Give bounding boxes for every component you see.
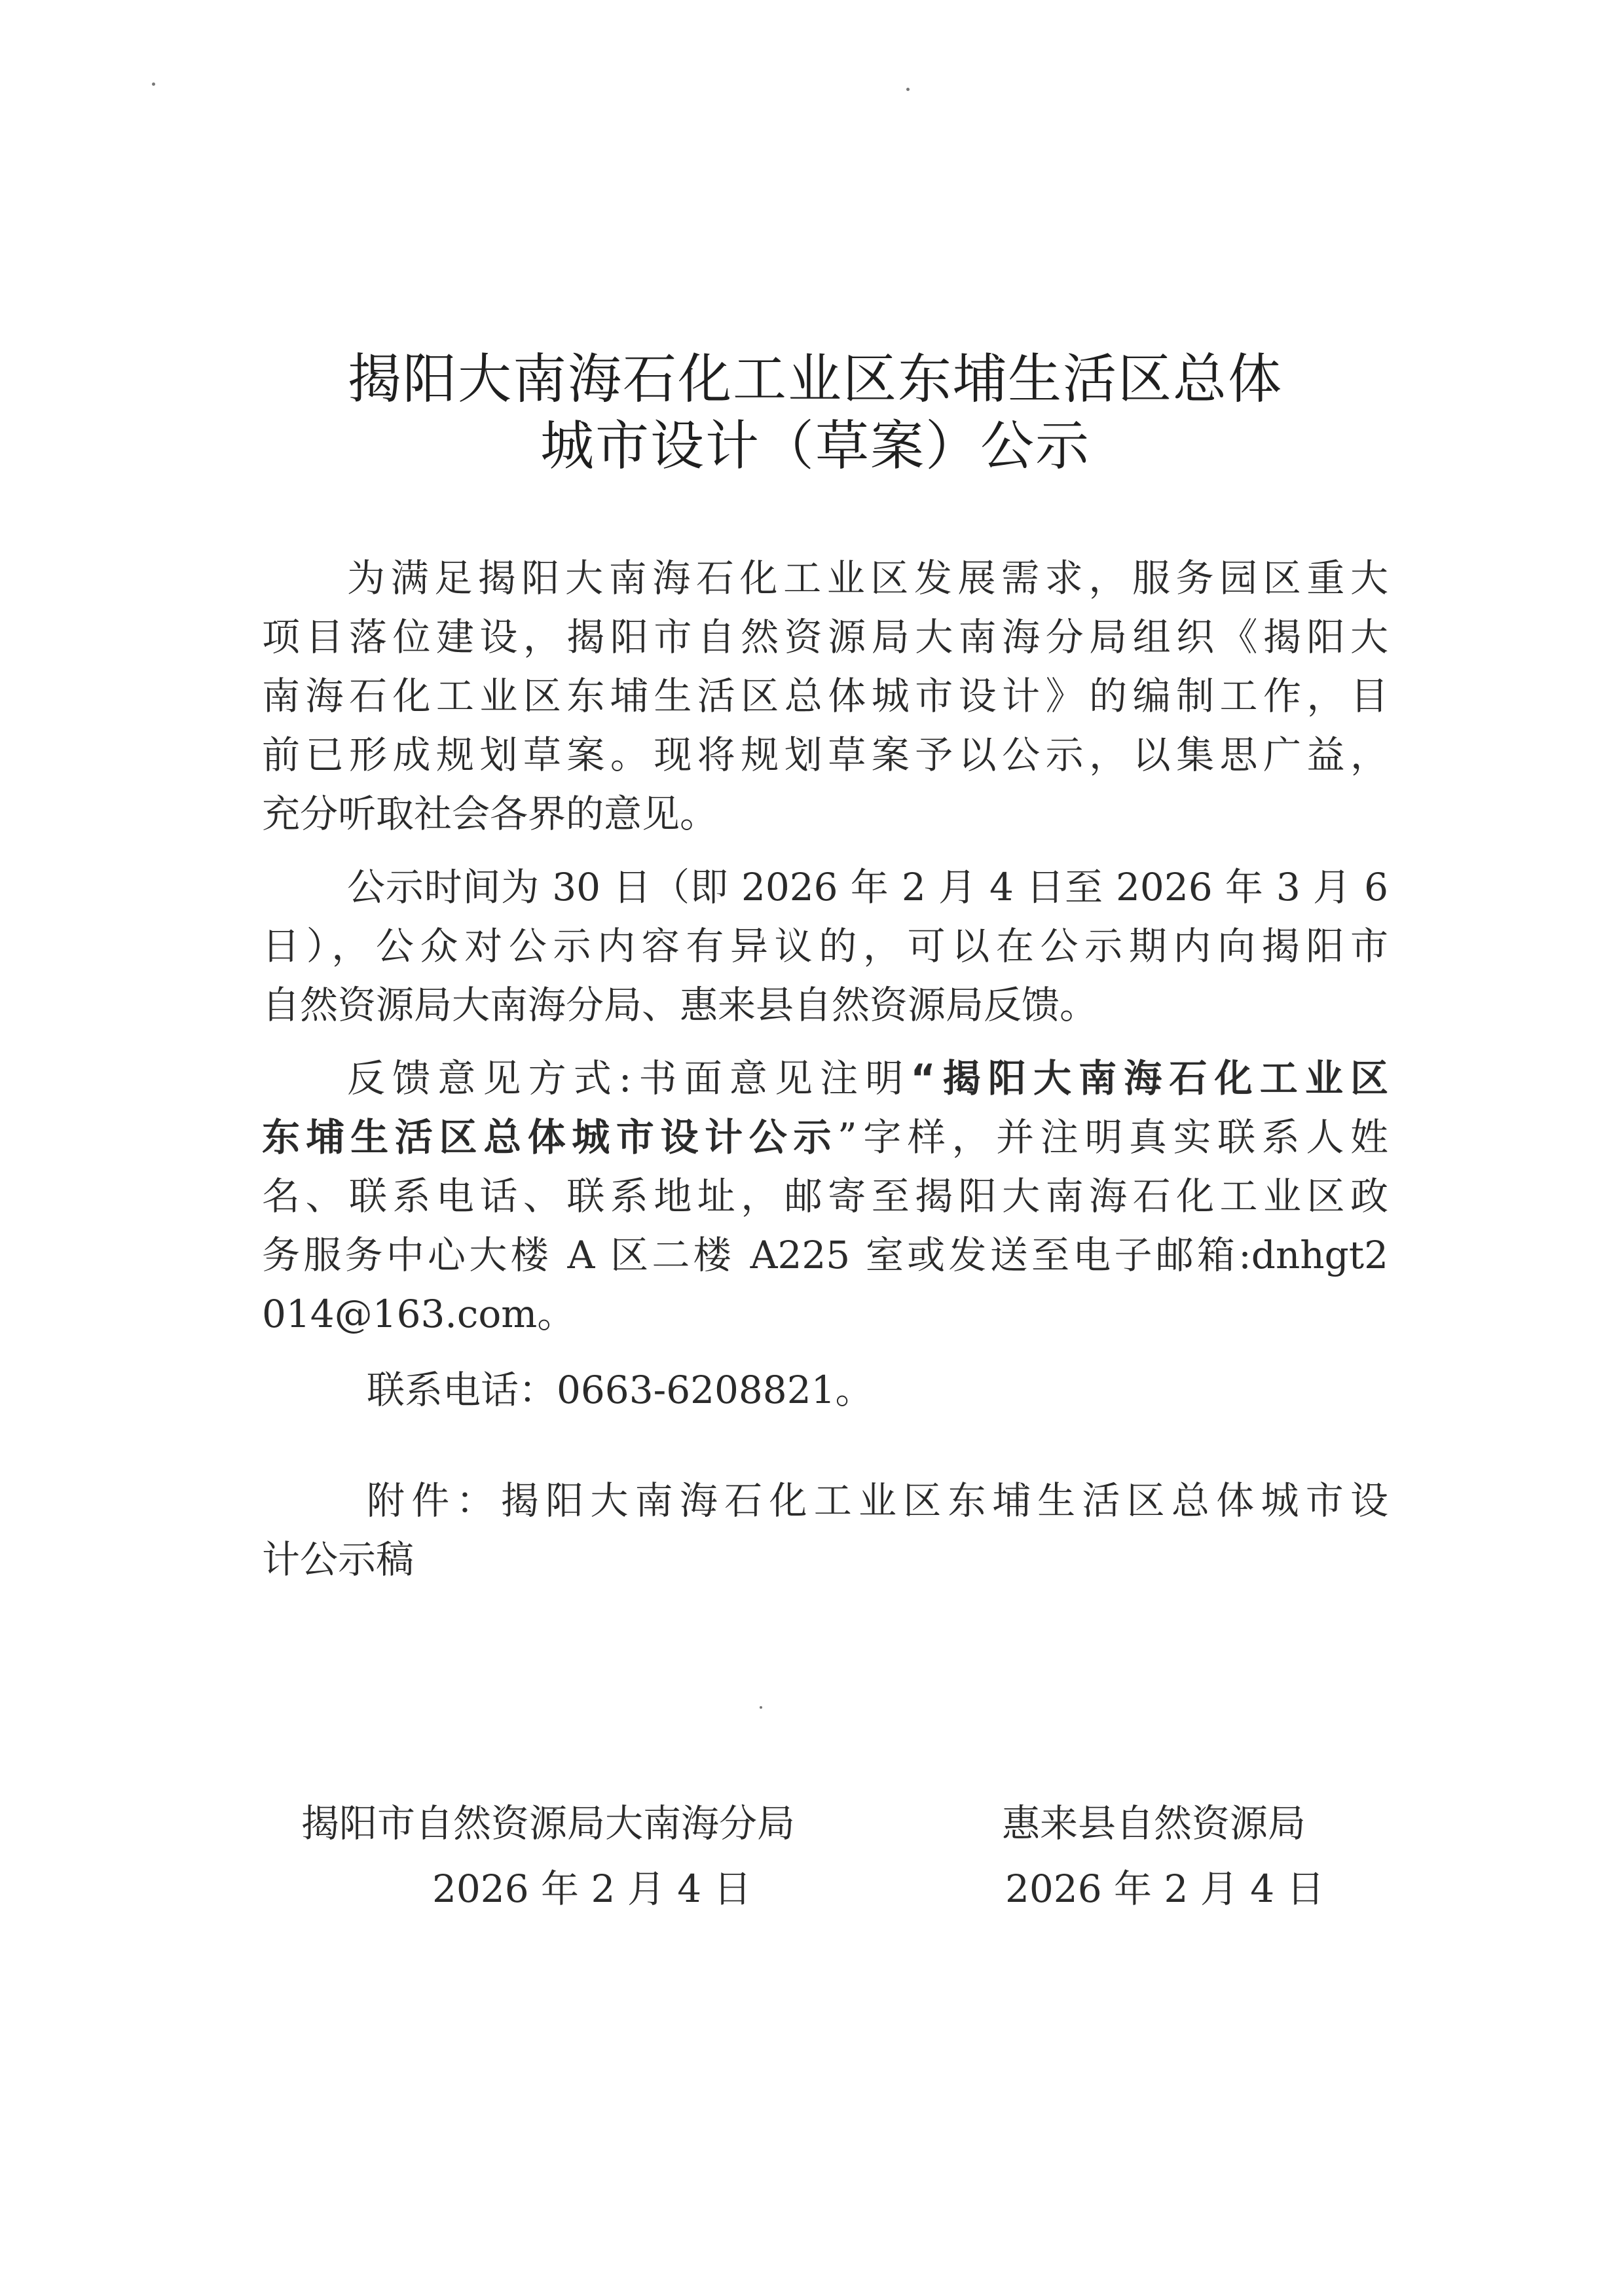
document-title-line1: 揭阳大南海石化工业区东埔生活区总体 <box>347 348 1283 410</box>
feedback-subject-text: 东埔生活区总体城市设计公示 <box>262 1115 838 1159</box>
feedback-instructions-text: ”字样，并注明真实联系人姓 <box>837 1115 1388 1159</box>
email-address-line: 014@163.com。 <box>262 1292 576 1336</box>
document-title-line2: 城市设计（草案）公示 <box>540 415 1090 477</box>
paragraph2-line: 自然资源局大南海分局、惠来县自然资源局反馈。 <box>262 983 1098 1027</box>
paragraph1-line: 南海石化工业区东埔生活区总体城市设计》的编制工作，目 <box>262 674 1388 718</box>
paragraph3-line <box>262 1111 1388 1163</box>
paragraph2-line: 公示时间为 30 日（即 2026 年 2 月 4 日至 2026 年 3 月 6 <box>347 865 1388 909</box>
attachment-line: 附件：揭阳大南海石化工业区东埔生活区总体城市设 <box>367 1478 1388 1523</box>
scan-speck <box>152 82 155 86</box>
scan-speck <box>760 1706 762 1709</box>
paragraph2-line: 日），公众对公示内容有异议的，可以在公示期内向揭阳市 <box>262 924 1388 968</box>
paragraph3-line: 名、联系电话、联系地址，邮寄至揭阳大南海石化工业区政 <box>262 1174 1388 1218</box>
signature-right-org: 惠来县自然资源局 <box>1002 1801 1306 1846</box>
feedback-method-label: 反馈意见方式:书面意见注明 <box>347 1056 911 1101</box>
attachment-line: 计公示稿 <box>262 1537 415 1582</box>
scan-speck <box>906 88 910 91</box>
paragraph1-line: 项目落位建设，揭阳市自然资源局大南海分局组织《揭阳大 <box>262 615 1388 659</box>
signature-right-date: 2026 年 2 月 4 日 <box>1005 1867 1325 1911</box>
contact-phone: 联系电话：0663-6208821。 <box>367 1368 874 1412</box>
signature-left-org: 揭阳市自然资源局大南海分局 <box>301 1801 796 1846</box>
paragraph1-line: 为满足揭阳大南海石化工业区发展需求，服务园区重大 <box>347 556 1388 600</box>
feedback-subject-text: “揭阳大南海石化工业区 <box>910 1056 1389 1101</box>
paragraph1-line: 前已形成规划草案。现将规划草案予以公示，以集思广益， <box>262 733 1388 777</box>
signature-left-date: 2026 年 2 月 4 日 <box>432 1867 752 1911</box>
paragraph1-line: 充分听取社会各界的意见。 <box>262 792 718 836</box>
paragraph3-line: 务服务中心大楼 A 区二楼 A225 室或发送至电子邮箱:dnhgt2 <box>262 1233 1388 1277</box>
paragraph3-line <box>347 1052 1388 1104</box>
